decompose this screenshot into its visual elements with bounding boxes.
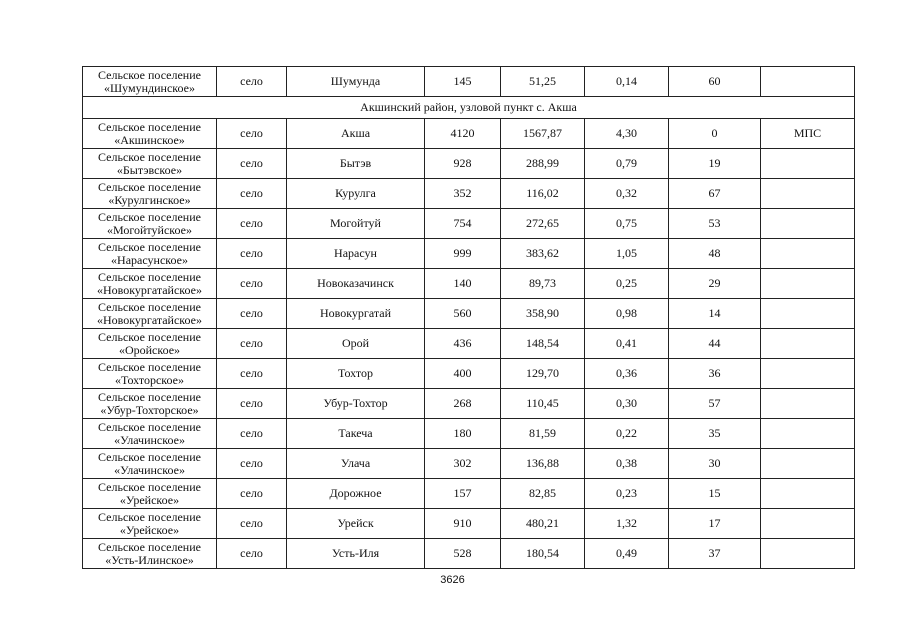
settlement-cell: Сельское поселение «Могойтуйское» <box>83 209 217 239</box>
note-cell <box>761 269 855 299</box>
note-cell <box>761 479 855 509</box>
population-cell: 140 <box>425 269 501 299</box>
distance-cell: 53 <box>669 209 761 239</box>
locality-cell: Усть-Иля <box>287 539 425 569</box>
settlement-cell: Сельское поселение «Оройское» <box>83 329 217 359</box>
settlements-table <box>82 66 855 569</box>
table-row <box>83 269 855 299</box>
locality-cell: Новокургатай <box>287 299 425 329</box>
value2-cell: 0,79 <box>585 149 669 179</box>
table-row <box>83 509 855 539</box>
distance-cell: 36 <box>669 359 761 389</box>
type-cell: село <box>217 239 287 269</box>
note-cell <box>761 419 855 449</box>
population-cell: 302 <box>425 449 501 479</box>
type-cell: село <box>217 449 287 479</box>
settlement-cell: Сельское поселение «Шумундинское» <box>83 67 217 97</box>
distance-cell: 67 <box>669 179 761 209</box>
locality-cell: Шумунда <box>287 67 425 97</box>
distance-cell: 14 <box>669 299 761 329</box>
distance-cell: 19 <box>669 149 761 179</box>
value1-cell: 81,59 <box>501 419 585 449</box>
note-cell <box>761 509 855 539</box>
table-row <box>83 67 855 97</box>
settlement-cell: Сельское поселение «Тохторское» <box>83 359 217 389</box>
note-cell <box>761 359 855 389</box>
table-row <box>83 239 855 269</box>
value1-cell: 82,85 <box>501 479 585 509</box>
value1-cell: 148,54 <box>501 329 585 359</box>
population-cell: 400 <box>425 359 501 389</box>
locality-cell: Тохтор <box>287 359 425 389</box>
value1-cell: 358,90 <box>501 299 585 329</box>
distance-cell: 44 <box>669 329 761 359</box>
value1-cell: 383,62 <box>501 239 585 269</box>
population-cell: 4120 <box>425 119 501 149</box>
locality-cell: Нарасун <box>287 239 425 269</box>
note-cell <box>761 209 855 239</box>
distance-cell: 48 <box>669 239 761 269</box>
value2-cell: 0,23 <box>585 479 669 509</box>
locality-cell: Убур-Тохтор <box>287 389 425 419</box>
population-cell: 180 <box>425 419 501 449</box>
type-cell: село <box>217 299 287 329</box>
population-cell: 928 <box>425 149 501 179</box>
value2-cell: 0,32 <box>585 179 669 209</box>
table-row <box>83 209 855 239</box>
type-cell: село <box>217 149 287 179</box>
value1-cell: 89,73 <box>501 269 585 299</box>
type-cell: село <box>217 509 287 539</box>
table-row <box>83 359 855 389</box>
value1-cell: 129,70 <box>501 359 585 389</box>
locality-cell: Бытэв <box>287 149 425 179</box>
table-row <box>83 329 855 359</box>
settlement-cell: Сельское поселение «Урейское» <box>83 479 217 509</box>
table-row <box>83 389 855 419</box>
note-cell <box>761 149 855 179</box>
value2-cell: 4,30 <box>585 119 669 149</box>
population-cell: 268 <box>425 389 501 419</box>
type-cell: село <box>217 209 287 239</box>
locality-cell: Орой <box>287 329 425 359</box>
type-cell: село <box>217 419 287 449</box>
value1-cell: 116,02 <box>501 179 585 209</box>
table-row <box>83 179 855 209</box>
value1-cell: 272,65 <box>501 209 585 239</box>
type-cell: село <box>217 479 287 509</box>
value2-cell: 1,32 <box>585 509 669 539</box>
population-cell: 754 <box>425 209 501 239</box>
table-row <box>83 539 855 569</box>
settlement-cell: Сельское поселение «Убур-Тохторское» <box>83 389 217 419</box>
value2-cell: 0,41 <box>585 329 669 359</box>
distance-cell: 15 <box>669 479 761 509</box>
population-cell: 157 <box>425 479 501 509</box>
locality-cell: Акша <box>287 119 425 149</box>
settlement-cell: Сельское поселение «Усть-Илинское» <box>83 539 217 569</box>
settlement-cell: Сельское поселение «Урейское» <box>83 509 217 539</box>
distance-cell: 37 <box>669 539 761 569</box>
value1-cell: 136,88 <box>501 449 585 479</box>
value2-cell: 0,30 <box>585 389 669 419</box>
type-cell: село <box>217 389 287 419</box>
table-row <box>83 149 855 179</box>
settlement-cell: Сельское поселение «Новокургатайское» <box>83 299 217 329</box>
value2-cell: 0,14 <box>585 67 669 97</box>
population-cell: 436 <box>425 329 501 359</box>
value1-cell: 110,45 <box>501 389 585 419</box>
value1-cell: 288,99 <box>501 149 585 179</box>
table-row <box>83 299 855 329</box>
locality-cell: Могойтуй <box>287 209 425 239</box>
note-cell: МПС <box>761 119 855 149</box>
note-cell <box>761 299 855 329</box>
note-cell <box>761 329 855 359</box>
locality-cell: Такеча <box>287 419 425 449</box>
distance-cell: 0 <box>669 119 761 149</box>
table-row <box>83 119 855 149</box>
note-cell <box>761 449 855 479</box>
locality-cell: Новоказачинск <box>287 269 425 299</box>
note-cell <box>761 239 855 269</box>
distance-cell: 17 <box>669 509 761 539</box>
distance-cell: 60 <box>669 67 761 97</box>
section-row <box>83 97 855 119</box>
distance-cell: 35 <box>669 419 761 449</box>
value2-cell: 0,98 <box>585 299 669 329</box>
note-cell <box>761 389 855 419</box>
type-cell: село <box>217 67 287 97</box>
section-title: Акшинский район, узловой пункт с. Акша <box>83 97 855 119</box>
note-cell <box>761 539 855 569</box>
type-cell: село <box>217 119 287 149</box>
locality-cell: Урейск <box>287 509 425 539</box>
value2-cell: 0,22 <box>585 419 669 449</box>
distance-cell: 29 <box>669 269 761 299</box>
value2-cell: 0,49 <box>585 539 669 569</box>
type-cell: село <box>217 359 287 389</box>
value2-cell: 0,36 <box>585 359 669 389</box>
distance-cell: 57 <box>669 389 761 419</box>
value1-cell: 180,54 <box>501 539 585 569</box>
locality-cell: Курулга <box>287 179 425 209</box>
settlement-cell: Сельское поселение «Акшинское» <box>83 119 217 149</box>
value1-cell: 1567,87 <box>501 119 585 149</box>
value2-cell: 1,05 <box>585 239 669 269</box>
value1-cell: 480,21 <box>501 509 585 539</box>
locality-cell: Улача <box>287 449 425 479</box>
value1-cell: 51,25 <box>501 67 585 97</box>
settlement-cell: Сельское поселение «Нарасунское» <box>83 239 217 269</box>
locality-cell: Дорожное <box>287 479 425 509</box>
population-cell: 145 <box>425 67 501 97</box>
table-row <box>83 419 855 449</box>
type-cell: село <box>217 329 287 359</box>
type-cell: село <box>217 179 287 209</box>
population-cell: 999 <box>425 239 501 269</box>
population-cell: 560 <box>425 299 501 329</box>
distance-cell: 30 <box>669 449 761 479</box>
settlement-cell: Сельское поселение «Бытэвское» <box>83 149 217 179</box>
population-cell: 528 <box>425 539 501 569</box>
value2-cell: 0,75 <box>585 209 669 239</box>
settlement-cell: Сельское поселение «Новокургатайское» <box>83 269 217 299</box>
page-number: 3626 <box>440 574 465 586</box>
population-cell: 910 <box>425 509 501 539</box>
type-cell: село <box>217 539 287 569</box>
table-body <box>83 67 855 569</box>
table-row <box>83 479 855 509</box>
type-cell: село <box>217 269 287 299</box>
table-row <box>83 449 855 479</box>
note-cell <box>761 179 855 209</box>
settlement-cell: Сельское поселение «Улачинское» <box>83 449 217 479</box>
value2-cell: 0,25 <box>585 269 669 299</box>
settlement-cell: Сельское поселение «Курулгинское» <box>83 179 217 209</box>
population-cell: 352 <box>425 179 501 209</box>
settlement-cell: Сельское поселение «Улачинское» <box>83 419 217 449</box>
note-cell <box>761 67 855 97</box>
value2-cell: 0,38 <box>585 449 669 479</box>
